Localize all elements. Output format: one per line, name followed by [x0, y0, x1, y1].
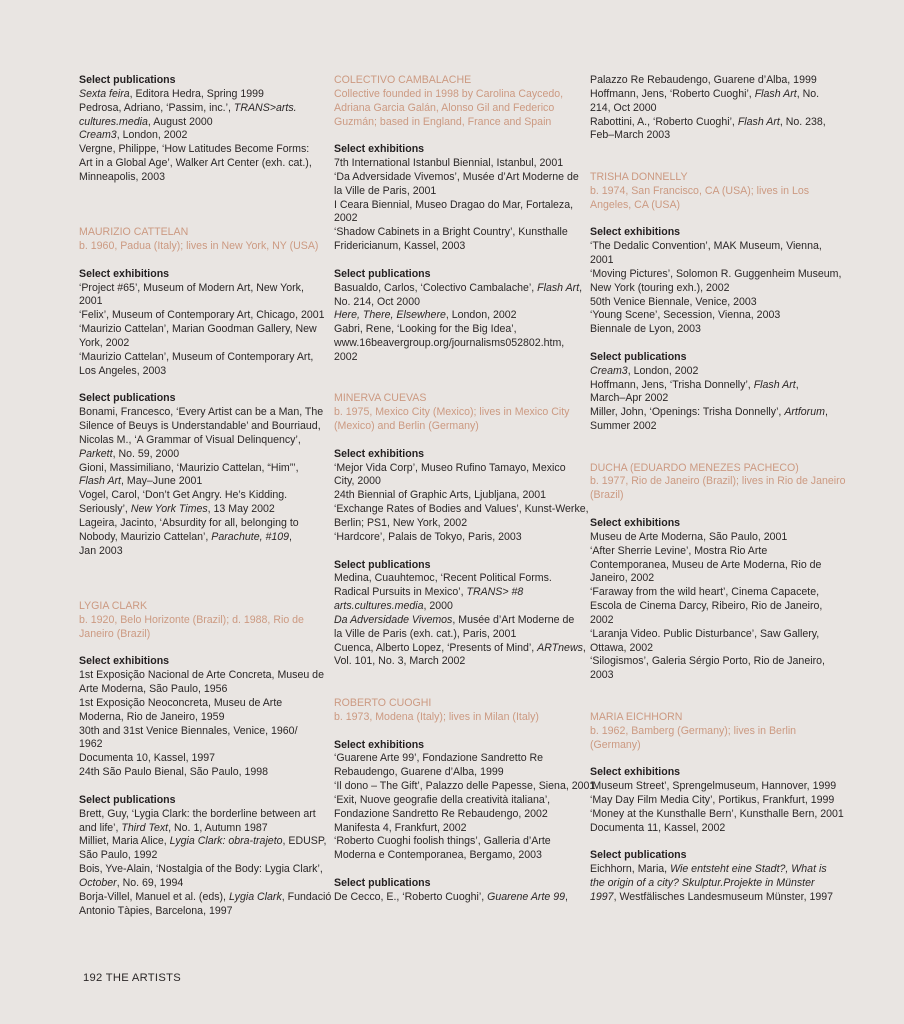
entry-line: São Paulo, 1992 [79, 849, 158, 862]
entry-line: Vergne, Philippe, ‘How Latitudes Become Forms: [79, 143, 310, 156]
column-3 [590, 74, 846, 905]
entry-line: No. 214, Oct 2000 [334, 295, 420, 308]
spacer [590, 143, 822, 171]
entry-line: Eichhorn, Maria, Wie entsteht eine Stadt?, What is [590, 863, 827, 876]
entry-line: 24th São Paulo Bienal, São Paulo, 1998 [79, 766, 269, 779]
spacer [79, 254, 311, 268]
artist-info: MAURIZIO CATTELAN [79, 226, 189, 239]
entry-line: October, No. 69, 1994 [79, 876, 184, 889]
spacer [590, 503, 822, 517]
entry-line: 2001 [590, 253, 614, 266]
section-heading: Select publications [334, 558, 431, 571]
entry-line: Radical Pursuits in Mexico’, TRANS> #8 [334, 586, 524, 599]
entry-line: ‘The Dedalic Convention’, MAK Museum, Vienna, [590, 240, 822, 253]
artist-info: Collective founded in 1998 by Carolina Caycedo, [334, 87, 564, 100]
entry-line: ‘Hardcore’, Palais de Tokyo, Paris, 2003 [334, 530, 522, 543]
entry-line: ‘After Sherrie Levine’, Mostra Rio Arte [590, 544, 768, 557]
entry-line: Medina, Cuauhtemoc, ‘Recent Political Forms. [334, 572, 552, 585]
section-heading: Select publications [79, 74, 176, 86]
artist-info: (Germany) [590, 738, 641, 751]
entry-line: 2002 [334, 212, 358, 225]
entry-line: Sexta feira, Editora Hedra, Spring 1999 [79, 87, 264, 100]
entry-line: Vol. 101, No. 3, March 2002 [334, 655, 466, 668]
section-heading: Select exhibitions [334, 447, 425, 460]
spacer [334, 669, 566, 697]
entry-line: Vogel, Carol, ‘Don’t Get Angry. He’s Kidding. [79, 489, 288, 502]
spacer [334, 129, 566, 143]
spacer [590, 835, 822, 849]
artist-info: DUCHA (EDUARDO MENEZES PACHECO) [590, 461, 799, 474]
spacer [334, 863, 566, 877]
entry-line: Feb–March 2003 [590, 129, 671, 142]
entry-line: Cream3, London, 2002 [590, 364, 699, 377]
entry-line: ‘Maurizio Cattelan’, Marian Goodman Gallery, New [79, 323, 317, 336]
entry-line: ‘Maurizio Cattelan’, Museum of Contemporary Art, [79, 350, 314, 363]
entry-line: ‘May Day Film Media City’, Portikus, Frankfurt, 1999 [590, 793, 835, 806]
artist-info: b. 1962, Bamberg (Germany); lives in Berlin [590, 724, 797, 737]
entry-line: arts.cultures.media, 2000 [334, 600, 453, 613]
entry-line: ‘Museum Street’, Sprengelmuseum, Hannover, 1999 [590, 780, 837, 793]
entry-line: ‘Mejor Vida Corp’, Museo Rufino Tamayo, Mexico [334, 461, 566, 474]
spacer [590, 434, 822, 462]
entry-line: Biennale de Lyon, 2003 [590, 323, 701, 336]
entry-line: Gioni, Massimiliano, ‘Maurizio Cattelan, “Him”’, [79, 461, 299, 474]
entry-line: 2003 [590, 669, 614, 682]
entry-line: ‘Money at the Kunsthalle Bern’, Kunsthalle Bern, 2001 [590, 807, 844, 820]
artist-info: Janeiro (Brazil) [79, 627, 151, 640]
entry-line: 1997, Westfälisches Landesmuseum Münster, 1997 [590, 890, 834, 903]
artist-info: b. 1975, Mexico City (Mexico); lives in Mexico City [334, 406, 570, 419]
entry-line: Minneapolis, 2003 [79, 170, 165, 183]
entry-line: Manifesta 4, Frankfurt, 2002 [334, 821, 467, 834]
section-heading: Select exhibitions [79, 267, 170, 280]
entry-line: Bonami, Francesco, ‘Every Artist can be a Man, The [79, 406, 324, 419]
entry-line: la Ville de Paris, 2001 [334, 184, 437, 197]
artist-info: b. 1973, Modena (Italy); lives in Milan (Italy) [334, 710, 539, 723]
entry-line: ‘Exit, Nuove geografie della creatività italiana’, [334, 793, 551, 806]
entry-line: Da Adversidade Vivemos, Musée d’Art Moderne de [334, 613, 575, 626]
entry-line: Cuenca, Alberto Lopez, ‘Presents of Mind’, ARTnews, [334, 641, 586, 654]
entry-line: 30th and 31st Venice Biennales, Venice, 1960/ [79, 724, 298, 737]
artist-info: Adriana Garcia Galán, Alonso Gil and Federico [334, 101, 555, 114]
entry-line: 24th Biennial of Graphic Arts, Ljubljana, 2001 [334, 489, 547, 502]
entry-line: I Ceara Biennial, Museo Dragao do Mar, Fortaleza, [334, 198, 574, 211]
section-heading: Select exhibitions [334, 143, 425, 156]
entry-line: Ottawa, 2002 [590, 641, 654, 654]
entry-line: ‘Roberto Cuoghi foolish things’, Galleria d’Arte [334, 835, 551, 848]
artist-info: Angeles, CA (USA) [590, 198, 681, 211]
spacer [334, 434, 566, 448]
entry-line: Miller, John, ‘Openings: Trisha Donnelly’, Artforum, [590, 406, 828, 419]
entry-line: ‘Exchange Rates of Bodies and Values’, Kunst-Werke, [334, 503, 589, 516]
artist-info: (Mexico) and Berlin (Germany) [334, 420, 479, 433]
entry-line: Rebaudengo, Guarene d’Alba, 1999 [334, 766, 504, 779]
entry-line: Silence of Beuys is Understandable’ and Bourriaud, [79, 420, 321, 433]
entry-line: Hoffmann, Jens, ‘Roberto Cuoghi’, Flash Art, No. [590, 87, 820, 100]
page-footer [83, 972, 181, 984]
entry-line: ‘Guarene Arte 99’, Fondazione Sandretto Re [334, 752, 544, 765]
entry-line: ‘Il dono – The Gift’, Palazzo delle Papesse, Siena, 2001 [334, 780, 596, 793]
artist-info: Guzmán; based in England, France and Spain [334, 115, 552, 128]
entry-line: ‘Faraway from the wild heart’, Cinema Capacete, [590, 586, 820, 599]
section-heading: Select publications [79, 793, 176, 806]
entry-line: Flash Art, May–June 2001 [79, 475, 203, 488]
entry-line: and life’, Third Text, No. 1, Autumn 1987 [79, 821, 268, 834]
entry-line: ‘Shadow Cabinets in a Bright Country’, Kunsthalle [334, 226, 568, 239]
entry-line: Fondazione Sandretto Re Rebaudengo, 2002 [334, 807, 548, 820]
entry-line: 50th Venice Biennale, Venice, 2003 [590, 295, 757, 308]
entry-line: ‘Felix’, Museum of Contemporary Art, Chicago, 2001 [79, 309, 325, 322]
section-heading: Select publications [79, 392, 176, 405]
artist-info: MINERVA CUEVAS [334, 392, 427, 405]
column-1 [79, 74, 332, 918]
entry-line: Documenta 11, Kassel, 2002 [590, 821, 726, 834]
spacer [79, 379, 311, 393]
spacer [590, 337, 822, 351]
section-heading: Select exhibitions [590, 226, 681, 239]
artist-info: LYGIA CLARK [79, 600, 148, 612]
artist-info: b. 1974, San Francisco, CA (USA); lives in Los [590, 184, 810, 197]
entry-line: la Ville de Paris (exh. cat.), Paris, 2001 [334, 627, 517, 640]
entry-line: March–Apr 2002 [590, 392, 669, 405]
artist-info: COLECTIVO CAMBALACHE [334, 74, 472, 86]
entry-line: New York (touring exh.), 2002 [590, 281, 730, 294]
spacer [590, 212, 822, 226]
spacer [590, 752, 822, 766]
entry-line: 1st Exposição Nacional de Arte Concreta, Museu de [79, 669, 324, 682]
entry-line: Nicolas M., ‘A Grammar of Visual Delinquency’, [79, 433, 301, 446]
entry-line: Berlin; PS1, New York, 2002 [334, 517, 468, 529]
section-heading: Select exhibitions [590, 766, 681, 779]
entry-line: York, 2002 [79, 337, 130, 349]
entry-line: Jan 2003 [79, 544, 123, 557]
entry-line: Here, There, Elsewhere, London, 2002 [334, 309, 517, 322]
entry-line: 2002 [590, 613, 614, 626]
spacer [334, 725, 566, 739]
entry-line: the origin of a city? Skulptur.Projekte in Münster [590, 876, 815, 889]
section-title: THE ARTISTS [105, 972, 182, 984]
entry-line: Rabottini, A., ‘Roberto Cuoghi’, Flash Art, No. 238, [590, 115, 826, 128]
spacer [79, 559, 311, 601]
entry-line: Art in a Global Age’, Walker Art Center (exh. cat.), [79, 157, 312, 170]
entry-line: Bois, Yve-Alain, ‘Nostalgia of the Body: Lygia Clark’, [79, 863, 323, 876]
section-heading: Select publications [334, 876, 431, 889]
entry-line: 2002 [334, 350, 358, 363]
entry-line: 1st Exposição Neoconcreta, Museu de Arte [79, 696, 283, 709]
artist-info: TRISHA DONNELLY [590, 170, 688, 183]
entry-line: Pedrosa, Adriano, ‘Passim, inc.’, TRANS>arts. [79, 101, 297, 114]
entry-line: Los Angeles, 2003 [79, 364, 167, 377]
entry-line: Summer 2002 [590, 420, 657, 433]
entry-line: ‘Laranja Video. Public Disturbance’, Saw Gallery, [590, 627, 820, 640]
entry-line: 7th International Istanbul Biennial, Istanbul, 2001 [334, 157, 564, 170]
entry-line: Seriously’, New York Times, 13 May 2002 [79, 503, 275, 516]
entry-line: Fridericianum, Kassel, 2003 [334, 240, 466, 253]
spacer [79, 780, 311, 794]
entry-line: 2001 [79, 295, 103, 308]
section-heading: Select exhibitions [334, 738, 425, 751]
spacer [334, 365, 566, 393]
section-heading: Select publications [334, 267, 431, 280]
entry-line: Museu de Arte Moderna, São Paulo, 2001 [590, 530, 788, 543]
entry-line: Documenta 10, Kassel, 1997 [79, 752, 216, 765]
entry-line: City, 2000 [334, 475, 381, 488]
entry-line: Parkett, No. 59, 2000 [79, 447, 180, 460]
entry-line: Basualdo, Carlos, ‘Colectivo Cambalache’, Flash Art, [334, 281, 583, 294]
entry-line: www.16beavergroup.org/journalisms052802.htm, [334, 337, 565, 350]
entry-line: Moderna e Contemporanea, Bergamo, 2003 [334, 849, 542, 862]
entry-line: Nobody, Maurizio Cattelan’, Parachute, #109, [79, 530, 292, 543]
entry-line: Lageira, Jacinto, ‘Absurdity for all, belonging to [79, 516, 299, 529]
entry-line: cultures.media, August 2000 [79, 115, 213, 128]
entry-line: Cream3, London, 2002 [79, 129, 188, 142]
section-heading: Select publications [590, 350, 687, 363]
entry-line: Escola de Cinema Darcy, Ribeiro, Rio de Janeiro, [590, 600, 823, 613]
section-heading: Select exhibitions [590, 517, 681, 529]
entry-line: Antonio Tàpies, Barcelona, 1997 [79, 904, 233, 917]
entry-line: ‘Moving Pictures’, Solomon R. Guggenheim Museum, [590, 267, 842, 280]
entry-line: 1962 [79, 738, 103, 751]
entry-line: Hoffmann, Jens, ‘Trisha Donnelly’, Flash Art, [590, 378, 799, 391]
entry-line: Brett, Guy, ‘Lygia Clark: the borderline between art [79, 807, 316, 820]
spacer [79, 185, 311, 227]
entry-line: Palazzo Re Rebaudengo, Guarene d’Alba, 1999 [590, 74, 817, 86]
entry-line: Contemporanea, Museu de Arte Moderna, Rio de [590, 558, 822, 571]
spacer [79, 642, 311, 656]
artist-info: MARIA EICHHORN [590, 710, 683, 723]
column-2 [334, 74, 596, 905]
spacer [590, 683, 822, 711]
entry-line: Arte Moderna, São Paulo, 1956 [79, 683, 228, 696]
entry-line: ‘Project #65’, Museum of Modern Art, New York, [79, 281, 304, 294]
spacer [334, 545, 566, 559]
entry-line: Gabri, Rene, ‘Looking for the Big Idea’, [334, 323, 517, 336]
entry-line: De Cecco, E., ‘Roberto Cuoghi’, Guarene Arte 99, [334, 890, 568, 903]
artist-info: b. 1960, Padua (Italy); lives in New York, NY (USA) [79, 240, 319, 253]
artist-info: b. 1920, Belo Horizonte (Brazil); d. 1988, Rio de [79, 613, 304, 626]
entry-line: 214, Oct 2000 [590, 101, 657, 114]
artist-info: b. 1977, Rio de Janeiro (Brazil); lives in Rio de Janeiro [590, 475, 846, 488]
artist-info: ROBERTO CUOGHI [334, 696, 432, 709]
entry-line: Janeiro, 2002 [590, 572, 655, 585]
entry-line: ‘Young Scene’, Secession, Vienna, 2003 [590, 309, 781, 322]
page-number: 192 [83, 972, 103, 984]
entry-line: Milliet, Maria Alice, Lygia Clark: obra-trajeto, EDUSP, [79, 835, 327, 848]
entry-line: ‘Silogismos’, Galeria Sérgio Porto, Rio de Janeiro, [590, 655, 825, 668]
entry-line: ‘Da Adversidade Vivemos’, Musée d’Art Moderne de [334, 170, 579, 183]
entry-line: Borja-Villel, Manuel et al. (eds), Lygia Clark, Fundació [79, 890, 332, 903]
section-heading: Select exhibitions [79, 655, 170, 668]
entry-line: Moderna, Rio de Janeiro, 1959 [79, 710, 225, 723]
section-heading: Select publications [590, 849, 687, 862]
artist-info: (Brazil) [590, 489, 624, 502]
spacer [334, 254, 566, 268]
